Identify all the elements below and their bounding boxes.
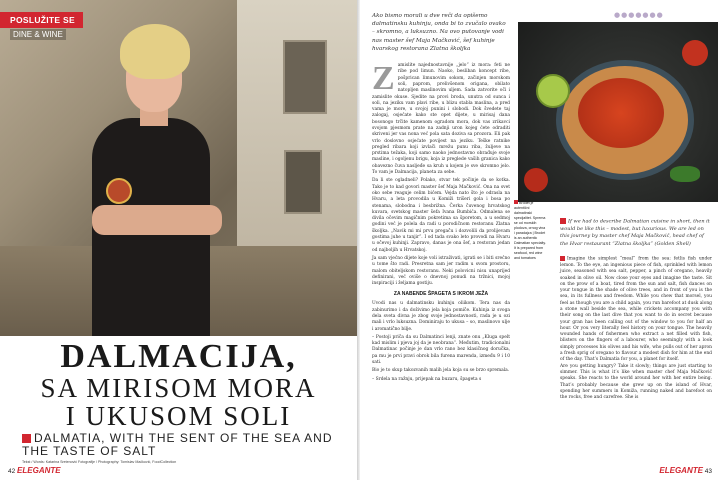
right-page [360, 0, 720, 480]
drop-cap: Z [372, 60, 395, 98]
article-column-english [560, 218, 712, 401]
headline-line-3: I UKUSOM SOLI [65, 401, 292, 431]
magazine-logo: ELEGANTE [17, 466, 61, 475]
chef-portrait-photo [0, 0, 357, 336]
red-square-marker [514, 200, 518, 204]
page-number: 42 [8, 468, 16, 475]
body-paragraph: Ja sam vjećno dijete koje voli istraživati, igrati se i biti srećno u tome što radi. Presretna sam jer radim u svom prostoru, malom obiteljskom restoranu. Neki polovicni nisu unaprijed definirani, već oviše o dnevnoj ponudi na tržnici, mojoj inspiraciji i željama gostiju. [372, 255, 510, 287]
quote-text: If we had to describe Dalmatian cuisine in short, then it would be like this – modest, but luxurious. We are led on this journey by master chef Maja Mačković, head chef of the Hvar restaurant “Zlatna školjka” (Golden Shell) [560, 218, 710, 247]
folio-right [659, 466, 712, 475]
intro-quote-english [560, 218, 712, 248]
headline [0, 340, 357, 430]
body-paragraph: – Srdela na ražnju, prijepak na buzaru, špageta s [372, 376, 482, 382]
article-column-serbian [372, 12, 510, 385]
photo-caption [514, 200, 546, 261]
section-tag: POSLUŽITE SE [0, 12, 83, 28]
subheadline [22, 432, 352, 458]
decorative-dots: ●●●●●●● [614, 11, 664, 19]
red-square-marker [560, 256, 565, 261]
headline-line-1: DALMACIJA, [60, 338, 297, 375]
headline-line-2: SA MIRISOM MORA [40, 373, 317, 403]
magazine-logo: ELEGANTE [659, 466, 703, 475]
body-paragraph: amislite najednostavnije „jelo“ iz mora: feti ne ribe pod limun. Naoko, besliban koncept ribe, pošprican limunovim sokom, začinjen morskom soli, paprom, prelivšenom origana, obilato natopljen maslinovim uljem. Sada zatvorite oči i zamislite okuse. Sjedite na provi broda, unutra od sunca i soli, na jeziku vam plavi ribe, u blizu stabla maslina, a pred vama je more, u svojoj punini i slobodi. Dok švedete taj zalogaj, osjećate kako ste opet dijete, u mirisaj dana bosonogo trčite kamenom ogradom mora, dok vas zrikavci svojom pjesmom prate na zadnji uron kojeg ćete odraditi skriveni jer vas nona već pola sata doziva sa prozora. Eli pak vrlo doslovno osjećate povijest na jeziku. Teške ratnike pregled ribara koji izvlači mrežu punu riba, žuljeve na prstima težaka, koji samo naoko jednostavno obrađuje svoje maslinе, i ogoljenu brigu, koja iz preglede vaših granica kako obavezno čuva nasljeđe sa kruh u kojem je sve skromno jelo. To vam je Dalmacija, planeta za sebe. [372, 63, 510, 176]
red-square-marker [22, 434, 31, 443]
caption-text: Brodet je autentični dalmatinski specijalitet. Sprema se od morskih plodova, crnog vina i paradajza | Brodet is an authentic Dalmatian specialty. It is prepared from seafood, red wine and tomatoes [514, 201, 546, 260]
section-label: DINE & WINE [10, 29, 66, 40]
body-paragraph: Uvodi nas u dalmatinsku kuhinju oliikom. Tera nas da zabinurimo i da doživimo jela koja pomiče. Kuhinja iz svoga dela sveta divna je zbog svoje jednostavnosti, rada je u ozi mali i vrlo luksuzna. Dominiraju to ukusa – so, maslinovo ulje i aromatično bilje. [372, 301, 510, 332]
subheadline-text: DALMATIA, WITH THE SENT OF THE SEA AND THE TASTE OF SALT [22, 431, 333, 458]
section-heading: ZA NABENDE ŠPAGETA S IKROM JEŽA [393, 291, 489, 298]
body-text: Imagine the simplest “meal” from the sea: fetlis fish under lemon. To the eye, an ingenious piece of fish, sprinkled with lemon juice, seasoned with sea salt, pepper, a pinch of oregano, heavily soaked in olive oil. Now close your eyes and imagine the taste. Sit on the prow of a boat, tired from the sun and salt, fish dances on your tongue in the shade of olive trees, and in front of you is the sea, in its fullness and freedom. While you chew that morsel, you feel as though you are a child again, you run barefoot at dusk along a stone wall beside the sea, while crickets accompany you with their song on the last dive that you want to do in secret because your gran has been calling out of the window to you for half an hour. Or you very literally feel history on your tongue. The heavily wounded hands of fishermen who extract a net filled with fish, blisters on the fingers of a labourer, who seemingly with a look simply processes his olives and his wife, who pulls out of her apron a fresh sprig of oregano to flavour a modest dish for him at the end of the day. That’s Dalmatia for you, a planet for itself. [560, 256, 712, 363]
body-paragraph: – Postoji priča da su Dalmatinci lenji, znate onu „Kluga spelt kad mislim i pjeva joj da je neobrana“. Međutim, tradicionalni Dalmatinac počinje je dan vrlo rano bez klasičnog doručka, pa mu je prvi pravi obrok bila furena marenda, između 9 i 10 sati. [372, 334, 510, 366]
body-paragraph-english [560, 256, 712, 364]
food-photo [518, 22, 718, 202]
credits: Tekst / Words: Katarina Sretenović Fotografije / Photography: Tomislav Mačković, FoodCollection [22, 460, 177, 464]
red-square-marker [560, 218, 566, 224]
page-number: 43 [704, 468, 712, 475]
body-paragraph: Da li ste ogladneli? Polako, stvar tek počinje da se kotka. Tako je to kad govori master šef Maja Mačković. Ona na svet oko sebe reaguje celim bićem. Vejda nato što je odrasla na Hvaru, a leta provodila u Komiži trišeri gola i bosa po stenama, slobodna i besbrižna. Čerka čuvenog hrvatskog kuvara, svetskog master šefa Ivana Bumbića. Odmalena se divila očevim magičnim pokretima sa šporetom, a u sedmoj godini već je polela da radi u porodičnom restoranu Zlatna školjka. „Navik mi mi prvu pregaču i dozvolili da prolijevam gostima juhe u tanjir“. I od tada svako leto provodi na Hvaru u očevoj kuhinji. Zaprаvo, danas je ona šef, a restoran jedan od najboljih u Hrvatskoj. [372, 178, 510, 253]
intro-paragraph: Ako bismo morali u dve reči da opišemo dalmatinsku kuhinju, onda bi to zvučalo ovako – skromno, a luksuzno. Na ovo putovanje vodi nas master šef Maja Mačković, šef kuhinje hvarskog restorana Zlatna školjka [372, 13, 506, 52]
folio-left [8, 466, 61, 475]
left-page [0, 0, 357, 480]
body-paragraph-english: Are you getting hungry? Take it slowly; things are just starting to simmer. This is what it’s like when master chef Maja Mačković speaks. She reacts to the world around her with her entire being. That’s probably because she grew up on the island of Hvar, spending her summers in Komiža, running naked and barefoot on the rocks, free and carefree. She is [560, 363, 712, 401]
body-paragraph: Bio je to skup takozvanih malih jela koja su se brzo spremala. [372, 368, 510, 374]
